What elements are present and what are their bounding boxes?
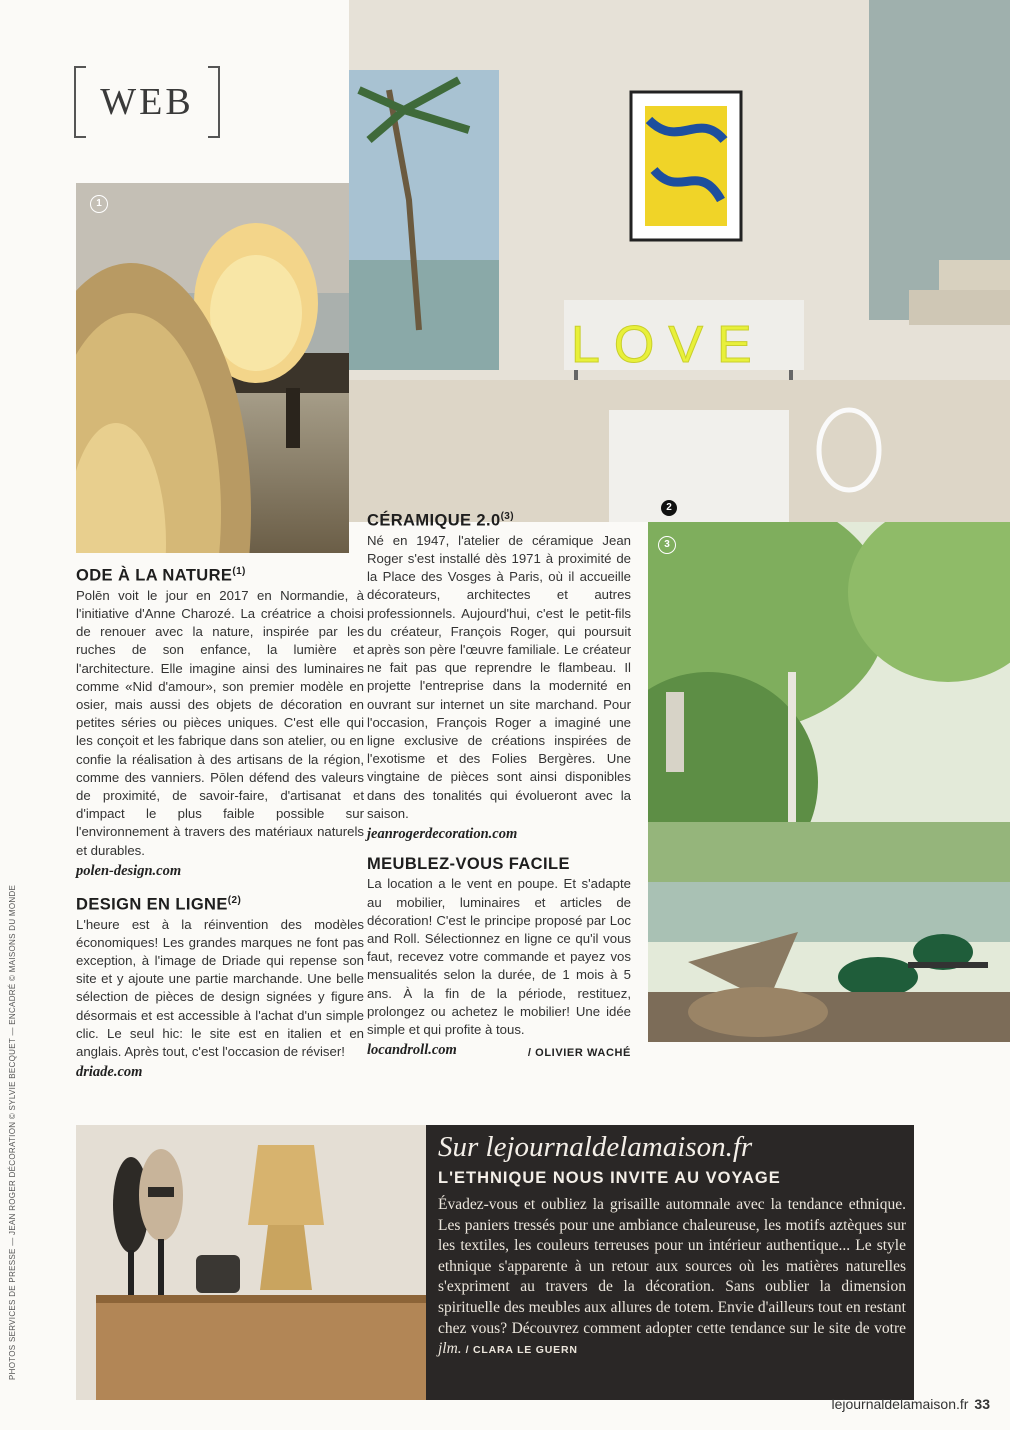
photo-interior-love <box>349 0 1010 522</box>
love-sign: LOVE <box>571 316 766 374</box>
photo-credits-text: PHOTOS SERVICES DE PRESSE — JEAN ROGER DÉCORATION © SYLVIE BECQUET — ENCADRÉ © MAISONS DU MONDE <box>8 884 17 1380</box>
article-url-row <box>367 1041 631 1059</box>
ethnic-decor-illustration <box>76 1125 426 1400</box>
photo-wicker-lamp <box>76 183 349 553</box>
wicker-lamp-illustration <box>76 183 349 553</box>
banner-headline: L'ETHNIQUE NOUS INVITE AU VOYAGE <box>438 1169 781 1187</box>
article-design-en-ligne <box>76 892 364 1082</box>
article-body: Polēn voit le jour en 2017 en Normandie, à l'initiative d'Anne Charozé. La créatrice a choisi de renouer avec la nature, inspirée par les ruches de son enfance, la lumière et l'architecture. Elle imagine ainsi des luminaires comme «Nid d'amour», son premier modèle en osier, mais aussi des objets de décoration en petites séries ou pièces uniques. C'est elle qui les conçoit et les fabrique dans son atelier, ou en confie la réalisation à des artisans de la région, comme des vanniers. Pōlen défend des valeurs de proximité, de savoir-faire, d'artisanat et d'impact le plus faible possible sur l'environnement à travers des matériaux naturels et durables. <box>76 587 364 858</box>
article-title <box>367 855 631 873</box>
banner-body-text: Évadez-vous et oubliez la grisaille automnale avec la tendance ethnique. Les paniers tressés pour une ambiance chaleureuse, les motifs aztèques sur les textiles, les couleurs terreuses pour un intérieur authentique... Le style ethnique s'apparente à un retour aux sources où les matières naturelles s'expriment au travers de la décoration. Sans oublier la dimension spirituelle des meubles aux allures de totem. Envie d'ailleurs tout en restant chez vous? Découvrez comment adopter cette tendance sur le site de votre <box>438 1196 906 1337</box>
article-title <box>76 563 364 585</box>
article-meublez-vous <box>367 855 631 1059</box>
article-title-text: ODE À LA NATURE <box>76 566 233 585</box>
article-ref: (2) <box>227 894 242 906</box>
article-url[interactable]: jeanrogerdecoration.com <box>367 825 518 842</box>
article-title-text: MEUBLEZ-VOUS FACILE <box>367 855 570 874</box>
author-signature: / OLIVIER WACHÉ <box>527 1047 631 1060</box>
text-column-left <box>76 563 364 1081</box>
photo-credits <box>0 740 17 1380</box>
article-url[interactable]: locandroll.com <box>367 1042 457 1059</box>
photo-ethnic-decor <box>76 1125 426 1400</box>
banner-credit: / CLARA LE GUERN <box>465 1344 578 1357</box>
photo-number-3: 3 <box>658 536 676 554</box>
article-body: La location a le vent en poupe. Et s'adapte au mobilier, luminaires et articles de décoration! C'est le principe proposé par Loc and Roll. Sélectionnez en ligne ce qu'il vous faut, recevez votre commande et payez vos mensualités selon la durée, de 1 mois à 5 ans. À la fin de la période, restituez, prolongez ou achetez le mobilier! Une idée simple et qui profite à tous. <box>367 876 631 1037</box>
mural-illustration <box>648 522 1010 1042</box>
article-title-text: DESIGN EN LIGNE <box>76 895 228 914</box>
article-title <box>367 508 631 530</box>
article-body: L'heure est à la réinvention des modèles économiques! Les grandes marques ne font pas exception, à l'image de Driade qui repense son site et y ajoute une partie marchande. Une belle sélection de pièces de design signées y figure désormais et est accessible à l'achat d'un simple clic. Le seul hic: le site est en italien et en anglais. Après tout, c'est l'occasion de réviser! <box>76 916 364 1060</box>
article-body: Né en 1947, l'atelier de céramique Jean Roger s'est installé dès 1971 à proximité de la Place des Vosges à Paris, où il accueille décorateurs, architectes et autres professionnels. Aujourd'hui, c'est le petit-fils du créateur, François Roger, qui poursuit après son père l'œuvre familiale. Le créateur ne fait pas que reprendre le flambeau. Il projette l'entreprise dans la modernité en ouvrant sur internet un site marchand. Pour l'occasion, François Roger a imaginé une ligne exclusive de créations inspirées de l'exotisme et des Folies Bergères. Une vingtaine de pièces sont ainsi disponibles dans des tonalités qui évolueront avec la saison. <box>367 532 631 821</box>
banner-kicker[interactable]: Sur lejournaldelamaison.fr <box>438 1131 753 1163</box>
text-column-middle <box>367 508 631 1062</box>
web-banner <box>426 1125 914 1400</box>
page-number: 33 <box>974 1396 990 1412</box>
article-ceramique <box>367 508 631 843</box>
article-title-text: CÉRAMIQUE 2.0 <box>367 511 501 530</box>
photo-number-1: 1 <box>90 195 108 213</box>
article-url[interactable]: polen-design.com <box>76 862 182 879</box>
interior-illustration <box>349 0 1010 522</box>
photo-landscape-mural <box>648 522 1010 1042</box>
article-url[interactable]: driade.com <box>76 1064 143 1081</box>
article-title <box>76 892 364 914</box>
section-tag-label: WEB <box>100 81 194 123</box>
banner-body-em: jlm. <box>438 1340 462 1358</box>
page-footer <box>831 1396 990 1412</box>
right-bracket <box>208 66 220 138</box>
banner-body <box>438 1195 906 1361</box>
photo-number-2: 2 <box>661 500 677 516</box>
article-ode-nature <box>76 563 364 880</box>
footer-site[interactable]: lejournaldelamaison.fr <box>831 1396 969 1412</box>
article-ref: (3) <box>500 511 514 522</box>
article-ref: (1) <box>232 566 246 577</box>
section-tag <box>74 66 220 138</box>
